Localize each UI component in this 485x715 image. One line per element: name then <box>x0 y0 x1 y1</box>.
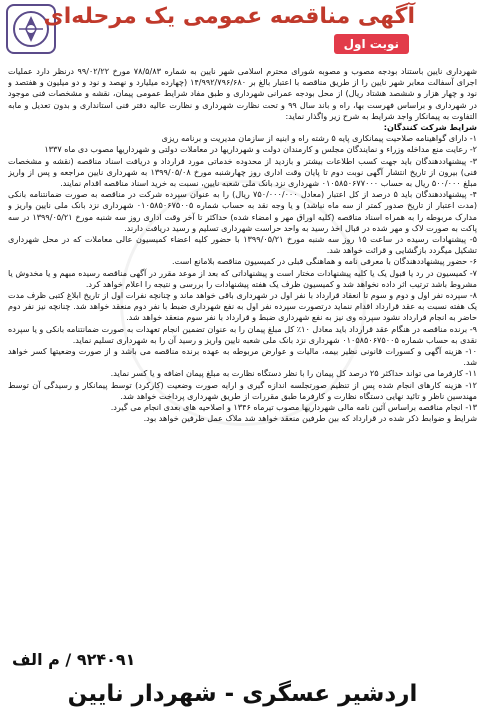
notice-body <box>8 66 477 646</box>
closing-paragraph: شرایط و ضوابط ذکر شده در قرارداد که بین طرفین منعقد خواهد شد ملاک عمل طرفین خواهد بود. <box>143 413 477 424</box>
ad-code: ۹۲۴۰۹۱ / م الف <box>12 650 136 669</box>
condition-item-11: ۱۱- کارفرما می تواند حداکثر ۲۵ درصد کل پیمان را با نظر دستگاه نظارت به مبلغ پیمان اضافه و یا کسر نماید. <box>110 368 477 379</box>
condition-item-3: ۳- پیشنهاددهندگان باید جهت کسب اطلاعات بیشتر و بازدید از محدوده خدماتی مورد قرارداد و دریافت اسناد مناقصه (نقشه و مشخصات فنی) بیرون از تاریخ انتشار آگهی نوبت دوم تا پایان وقت اداری روز چهارشنبه مورخ ۱۳۹۹/۰۵/۰۸ به شهرداری نایین مراجعه و پس از واریز مبلغ ۵۰۰/۰۰۰ ریال به حساب ۰۱۰۵۸۵۰۶۷۷۰۰۰ شهرداری نزد بانک ملی شعبه نایین، نسبت به خرید اسناد مناقصه اقدام نمایند. <box>8 155 477 189</box>
condition-item-10: ۱۰- هزینه آگهی و کسورات قانونی نظیر بیمه، مالیات و عوارض مربوطه به عهده برنده مناقصه می باشد و از صورت وضعیتها کسر خواهد شد. <box>8 346 477 368</box>
condition-item-12: ۱۲- هزینه کارهای انجام شده پس از تنظیم صورتجلسه اندازه گیری و ارایه صورت وضعیت (کارکرد) توسط پیمانکار و رسیدگی آن توسط مهندسین ناظر و تائید نهایی دستگاه نظارت و کارفرما طبق مقررات از طریق شهرداری پرداخت خواهد شد. <box>8 379 477 401</box>
condition-item-5: ۵- پیشنهادات رسیده در ساعت ۱۵ روز سه شنبه مورخ ۱۳۹۹/۰۵/۲۱ با حضور کلیه اعضاء کمیسیون عالی معاملات که در محل شهرداری تشکیل میگردد بازگشایی و قرائت خواهد شد. <box>8 234 477 256</box>
condition-item-4: ۴- پیشنهاددهندگان باید ۵ درصد از کل اعتبار (معادل ۷۵۰/۰۰۰/۰۰۰ ریال) را به عنوان سپرده شرکت در مناقصه به صورت ضمانتنامه بانکی (مدت اعتبار از تاریخ صدور کمتر از سه ماه نباشد) و یا وجه نقد به حساب شماره ۰۱۰۵۸۵۰۶۷۵۰۰۵ شهرداری نزد بانک ملی نایین واریز و مدارک مربوطه را به همراه اسناد مناقصه (کلیه اوراق مهر و امضاء شده) حداکثر تا آخر وقت اداری روز سه شنبه مورخ ۱۳۹۹/۰۵/۲۱ در سه پاکت به صورت لاک و مهر شده در قبال اخذ رسید به واحد حراست شهرداری تسلیم و رسید دریافت دارند. <box>8 189 477 233</box>
notice-title: آگهی مناقصه عمومی یک مرحله‌ای <box>43 4 415 29</box>
condition-item-9: ۹- برنده مناقصه در هنگام عقد قرارداد باید معادل ۱۰٪ کل مبلغ پیمان را به عنوان تضمین انجام تعهدات به صورت ضمانتنامه بانکی و یا سپرده نقدی به حساب شماره ۰۱۰۵۸۵۰۶۷۵۰۰۵ شهرداری نزد بانک ملی شعبه نایین واریز و رسید آن را به شهرداری تسلیم نماید. <box>8 323 477 345</box>
condition-item-2: ۲- رعایت منع مداخله وزراء و نمایندگان مجلس و کارمندان دولت و شهرداریها در معاملات دولتی و شهرداریها مصوب دی ماه ۱۳۳۷ <box>44 144 477 155</box>
condition-item-1: ۱- دارای گواهینامه صلاحیت پیمانکاری پایه ۵ رشته راه و ابنیه از سازمان مدیریت و برنامه ریزی <box>161 133 477 144</box>
publication-round-badge: نوبت اول <box>334 34 409 54</box>
condition-item-13: ۱۳- انجام مناقصه براساس آئین نامه مالی شهرداریها مصوب تیرماه ۱۳۴۶ و اصلاحیه های بعدی انجام می گیرد. <box>110 402 477 413</box>
intro-paragraph: شهرداری نایین باستناد بودجه مصوب و مصوبه شورای محترم اسلامی شهر نایین به شماره ۷۸/۵/۸۳ مورخ ۹۹/۰۲/۲۲ درنظر دارد عملیات اجرای آسفالت معابر شهر نایین را از طریق مناقصه با اعتبار بالغ بر ۱۴/۹۹۲/۷۹۶/۶۸۰ (چهارده میلیارد و نهصد و نود و دو میلیون و هفتصد و نود و چهار هزار و ششصد هشتاد ریال) از محل بودجه عمرانی شهرداری و طبق مفاد شرایط عمومی پیمان، نقشه و مشخصات فنی موجود در شهرداری و براساس فهرست بها، راه و باند سال ۹۹ و تحت نظارت شهرداری و نظارت عالیه دفتر فنی استانداری و بدون تعدیل و مابه التفاوت به پیمانکار واجد شرایط به شرح زیر واگذار نماید: <box>8 66 477 121</box>
signature-line: اردشیر عسگری - شهردار نایین <box>67 681 418 707</box>
conditions-subtitle: شرایط شرکت کنندگان: <box>383 122 477 133</box>
condition-item-8: ۸- سپرده نفر اول و دوم و سوم تا انعقاد قرارداد با نفر اول در شهرداری باقی خواهد ماند و چنانچه نفرات اول از تاریخ ابلاغ کتبی ظرف مدت یک هفته نسبت به عقد قرارداد اقدام ننماید درتصورت سپرده نفر اول به نفع شهرداری ضبط با نفر دوم منعقد خواهد شد. چنانچه نیز نفر دوم حاضر به انجام قرارداد نشود سپرده وی نیز به نفع شهرداری ضبط و قرارداد با نفر سوم منعقد خواهد شد. <box>8 290 477 323</box>
notice-header <box>0 0 485 60</box>
condition-item-7: ۷- کمیسیون در رد یا قبول یک یا کلیه پیشنهادات مختار است و پیشنهاداتی که بعد از موعد مقرر در آگهی مناقصه رسیده مبهم و یا مخدوش یا مشروط باشد ترتیب اثر داده نخواهد شد و کمیسیون ظرف یک هفته پیشنهادات را بررسی و نتیجه را اعلام خواهد کرد. <box>8 267 477 289</box>
condition-item-6: ۶- حضور پیشنهاددهندگان با معرفی نامه و هماهنگی قبلی در کمیسیون مناقصه بلامانع است. <box>172 256 477 267</box>
